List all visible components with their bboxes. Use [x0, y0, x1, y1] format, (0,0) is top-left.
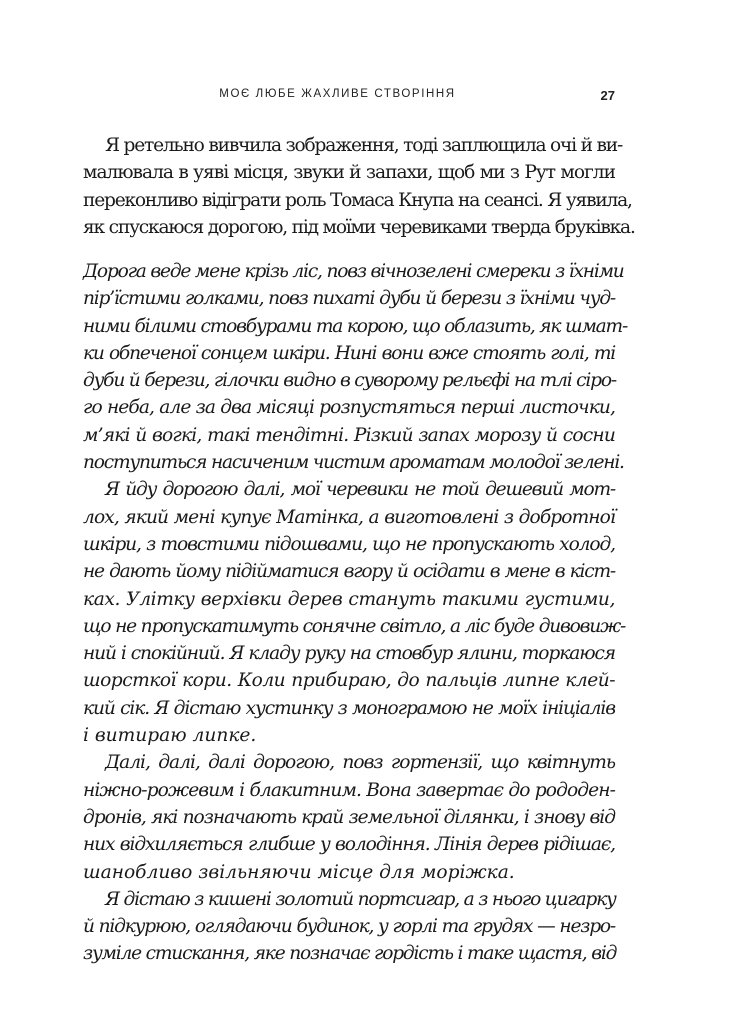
text-line: дронів, які позначають край земельної ділянки, і знову від [83, 806, 615, 828]
text-line: пір’їстими голками, повз пихаті дуби й берези з їхніми чуд- [83, 288, 615, 310]
text-line: що не пропускатимуть сонячне світло, а ліс буде дивовиж- [83, 615, 626, 637]
text-line: шанобливо звільняючи місце для моріжка. [83, 861, 515, 883]
text-line: ках. Улітку верхівки дерев стануть такими густими, [83, 588, 615, 610]
text-line: ними білими стовбурами та корою, що облазить, як шмат- [83, 315, 628, 337]
text-line: лох, який мені купує Матінка, а виготовлені з добротної [83, 506, 615, 528]
text-line: поступиться насиченим чистим ароматам молодої зелені. [83, 452, 624, 474]
text-line: і витираю липке. [83, 725, 257, 747]
text-line: не дають йому підійматися вгору й осідати в мене в кіст- [83, 561, 615, 583]
text-line: переконливо відіграти роль Томаса Кнупа на сеансі. Я уявила, [83, 189, 632, 211]
running-title: МОЄ ЛЮБЕ ЖАХЛИВЕ СТВОРІННЯ [219, 88, 456, 100]
text-line: зуміле стискання, яке позначає гордість і таке щастя, від [83, 943, 617, 965]
text-line: го неба, але за два місяці розпустяться перші листочки, [83, 397, 615, 419]
text-line: Я ретельно вивчила зображення, тоді заплющила очі й ви- [105, 135, 623, 156]
text-line: Далі, далі, далі дорогою, повз гортензії, що квітнуть [105, 752, 615, 774]
text-line: шкіри, з товстими підошвами, що не пропускають холод, [83, 533, 615, 555]
text-line: ки обпеченої сонцем шкіри. Нині вони вже стоять голі, ті [83, 342, 615, 364]
page-number: 27 [600, 88, 615, 103]
intro-paragraph [83, 132, 635, 241]
text-line: кий сік. Я дістаю хустинку з монограмою не моїх ініціалів [83, 697, 615, 719]
text-line: Я дістаю з кишені золотий портсигар, а з нього цигарку [105, 888, 616, 910]
text-line: них відхиляється глибше у володіння. Лінія дерев рідішає, [83, 834, 615, 856]
text-line: м’які й вогкі, такі тендітні. Різкий запах морозу й сосни [83, 424, 615, 446]
text-line: ніжно-рожевим і блакитним. Вона завертає до рододен- [83, 779, 615, 801]
text-line: Я йду дорогою далі, мої черевики не той дешевий мот- [105, 479, 615, 501]
text-line: ний і спокійний. Я кладу руку на стовбур ялини, торкаюся [83, 643, 615, 665]
text-line: Дорога веде мене крізь ліс, повз вічнозелені смереки з їхніми [83, 261, 624, 282]
text-line: й підкурюю, оглядаючи будинок, у горлі та грудях — незро- [83, 916, 615, 938]
running-head [60, 88, 615, 108]
text-line: малювала в уяві місця, звуки й запахи, щоб ми з Рут могли [83, 162, 615, 184]
text-line: як спускаюся дорогою, під моїми черевиками тверда бруківка. [83, 216, 635, 238]
text-line: дуби й берези, гілочки видно в суворому рельєфі на тлі сіро- [83, 370, 616, 392]
vision-passage [83, 258, 628, 968]
text-line: шорсткої кори. Коли прибираю, до пальців липне клей- [83, 670, 615, 692]
